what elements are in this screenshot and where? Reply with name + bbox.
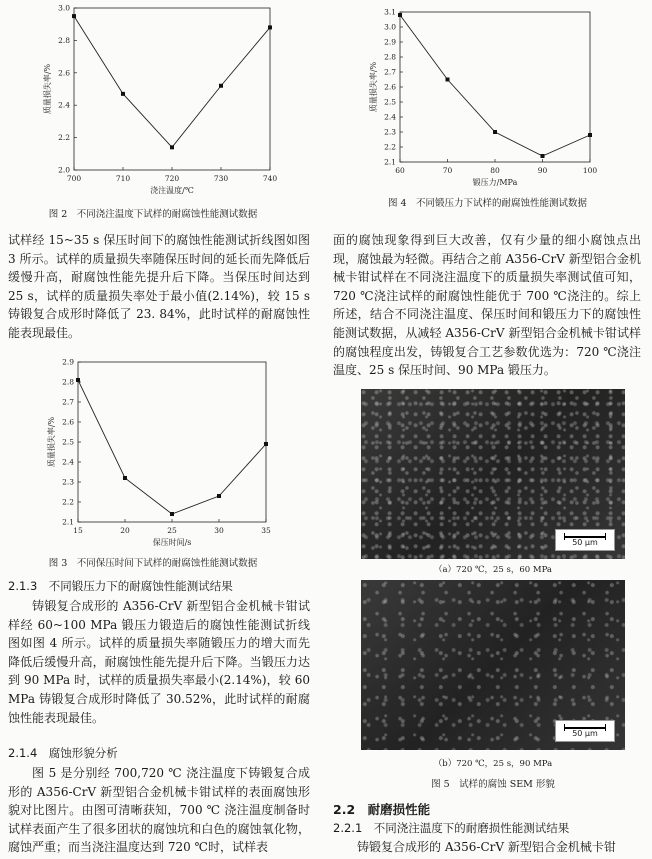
fig4-data-point: [446, 78, 450, 82]
fig4-data-point: [588, 133, 592, 137]
fig2-xtick-label: 740: [262, 174, 278, 183]
heading-2-1-4: 2.1.4 腐蚀形貌分析: [8, 746, 118, 760]
fig4-data-point: [541, 154, 545, 158]
fig2-xlabel: 浇注温度/℃: [150, 186, 194, 195]
fig4-ytick-label: 2.2: [384, 142, 396, 152]
fig4-ytick-label: 2.4: [384, 112, 396, 122]
fig3-ytick-label: 2.5: [62, 437, 74, 447]
fig2-data-point: [268, 25, 272, 29]
fig4-caption: 图 4 不同锻压力下试样的耐腐蚀性能测试数据: [387, 198, 588, 209]
paragraph-hold-time: 试样经 15~35 s 保压时间下的腐蚀性能测试折线图如图 3 所示。试样的质量损失率随保压时间的延长而先降低后缓慢升高，耐腐蚀性能先提升后下降。当保压时间达到 25 s，试样的质量损失率处于最小值(2.14%)，较 15 s 铸锻复合成形时降低了 23. 84%，此时试样的耐腐蚀性能表现最佳。: [8, 233, 310, 340]
sem-image-b: [361, 580, 625, 750]
fig3-xtick-label: 30: [214, 526, 224, 535]
fig4-ytick-label: 2.3: [384, 127, 396, 137]
fig5a-caption: （a）720 ℃，25 s，60 MPa: [433, 565, 552, 575]
fig2-ytick-label: 2.8: [58, 35, 70, 45]
fig3-xtick-label: 35: [261, 526, 271, 535]
heading-2-1-3: 2.1.3 不同锻压力下的耐腐蚀性能测试结果: [8, 579, 233, 593]
fig3-xtick-label: 20: [120, 526, 130, 535]
fig4-series-line: [400, 15, 590, 156]
fig3-data-point: [123, 476, 127, 480]
fig4-data-point: [493, 130, 497, 134]
fig2-xtick-label: 700: [66, 174, 82, 183]
fig3-xtick-label: 25: [167, 526, 177, 535]
fig5b-caption: （b）720 ℃，25 s，90 MPa: [433, 759, 553, 769]
fig3-ytick-label: 2.2: [62, 497, 74, 507]
fig2-ytick-label: 2.0: [58, 165, 70, 175]
heading-2-2-1: 2.2.1 不同浇注温度下的耐磨损性能测试结果: [333, 821, 570, 835]
fig4-ytick-label: 2.1: [384, 157, 396, 167]
fig2-xtick-label: 710: [115, 174, 131, 183]
fig4-plot-frame: [400, 12, 590, 162]
fig4-chart: [352, 0, 612, 195]
fig2-caption: 图 2 不同浇注温度下试样的耐腐蚀性能测试数据: [48, 209, 258, 220]
sem-image-a: [361, 389, 625, 559]
fig3-ytick-label: 2.3: [62, 477, 74, 487]
fig3-chart: [28, 350, 283, 550]
fig3-ytick-label: 2.1: [62, 517, 74, 527]
fig4-xtick-label: 80: [490, 166, 500, 175]
fig4-xtick-label: 70: [442, 166, 453, 175]
paragraph-corrosion-morphology: 图 5 是分别经 700,720 ℃ 浇注温度下铸锻复合成形的 A356-CrV 新型铝合金机械卡钳试样的表面腐蚀形貌对比图片。由图可清晰获知，700 ℃ 浇注温度制备时试样表面产生了很多团状的腐蚀坑和白色的腐蚀氧化物，腐蚀严重；而当浇注温度达到 720 ℃时，试样表: [8, 766, 310, 855]
fig4-ytick-label: 2.6: [384, 82, 396, 92]
fig3-xlabel: 保压时间/s: [152, 538, 192, 547]
heading-2-2: 2.2 耐磨损性能: [333, 802, 431, 817]
paragraph-optimal-parameters: 面的腐蚀现象得到巨大改善，仅有少量的细小腐蚀点出现，腐蚀最为轻微。再结合之前 A356-CrV 新型铝合金机械卡钳试样在不同浇注温度下的质量损失率测试值可知，720 ℃浇注试样的耐腐蚀性能优于 700 ℃浇注的。综上所述，结合不同浇注温度、保压时间和锻压力下的腐蚀性能测试数据，从减轻 A356-CrV 新型铝合金机械卡钳试样的腐蚀程度出发，铸锻复合工艺参数优选为：720 ℃浇注温度、25 s 保压时间、90 MPa 锻压力。: [333, 233, 641, 378]
fig3-ytick-label: 2.9: [62, 357, 74, 367]
fig4-xtick-label: 60: [395, 166, 405, 175]
fig3-data-point: [170, 512, 174, 516]
fig2-data-point: [72, 14, 76, 18]
fig4-ytick-label: 2.9: [384, 37, 396, 47]
fig2-ytick-label: 2.4: [58, 100, 70, 110]
fig3-ytick-label: 2.7: [62, 397, 74, 407]
fig3-plot-frame: [78, 362, 266, 522]
fig2-ytick-label: 3.0: [58, 3, 70, 13]
paragraph-forging-pressure: 铸锻复合成形的 A356-CrV 新型铝合金机械卡钳试样经 60~100 MPa 锻压力锻造后的腐蚀性能测试折线图如图 4 所示。试样的质量损失率随锻压力的增大而先降低后缓慢升高，耐腐蚀性能先提升后下降。当锻压力达到 90 MPa 时，试样的质量损失率最小(2.14%)，较 60 MPa 铸锻复合成形时降低了 30.52%，此时试样的耐腐蚀性能表现最佳。: [8, 599, 310, 725]
fig4-xtick-label: 90: [537, 166, 548, 175]
fig4-ytick-label: 2.5: [384, 97, 396, 107]
fig2-xtick-label: 730: [213, 174, 229, 183]
fig4-ytick-label: 2.7: [384, 67, 396, 77]
fig3-series-line: [78, 380, 266, 514]
fig4-ytick-label: 2.8: [384, 52, 396, 62]
fig3-ytick-label: 2.8: [62, 377, 74, 387]
fig2-ytick-label: 2.2: [58, 133, 70, 143]
paragraph-wear-intro: 铸锻复合成形的 A356-CrV 新型铝合金机械卡钳: [357, 840, 616, 854]
fig3-caption: 图 3 不同保压时间下试样的耐腐蚀性能测试数据: [48, 558, 258, 569]
fig4-ylabel: 质量损失率/%: [369, 61, 378, 113]
fig2-xtick-label: 720: [164, 174, 180, 183]
fig4-xlabel: 锻压力/MPa: [472, 178, 518, 187]
fig3-ylabel: 质量损失率/%: [47, 416, 56, 468]
fig3-ytick-label: 2.6: [62, 417, 74, 427]
fig3-data-point: [264, 442, 268, 446]
fig2-chart: [28, 0, 283, 198]
fig5-caption: 图 5 试样的腐蚀 SEM 形貌: [431, 779, 555, 790]
scale-bar-b: 50 μm: [555, 720, 615, 742]
fig3-data-point: [217, 494, 221, 498]
fig2-series-line: [74, 16, 270, 147]
fig4-ytick-label: 3.1: [384, 7, 396, 17]
fig2-data-point: [219, 84, 223, 88]
fig4-data-point: [398, 13, 402, 17]
fig3-xtick-label: 15: [73, 526, 83, 535]
fig2-data-point: [170, 145, 174, 149]
fig3-ytick-label: 2.4: [62, 457, 74, 467]
fig3-data-point: [76, 378, 80, 382]
fig4-ytick-label: 3.0: [384, 22, 396, 32]
fig2-ylabel: 质量损失率/%: [43, 63, 52, 115]
fig2-data-point: [121, 92, 125, 96]
scale-bar-a: 50 μm: [555, 529, 615, 551]
fig4-xtick-label: 100: [582, 166, 598, 175]
fig2-ytick-label: 2.6: [58, 68, 70, 78]
